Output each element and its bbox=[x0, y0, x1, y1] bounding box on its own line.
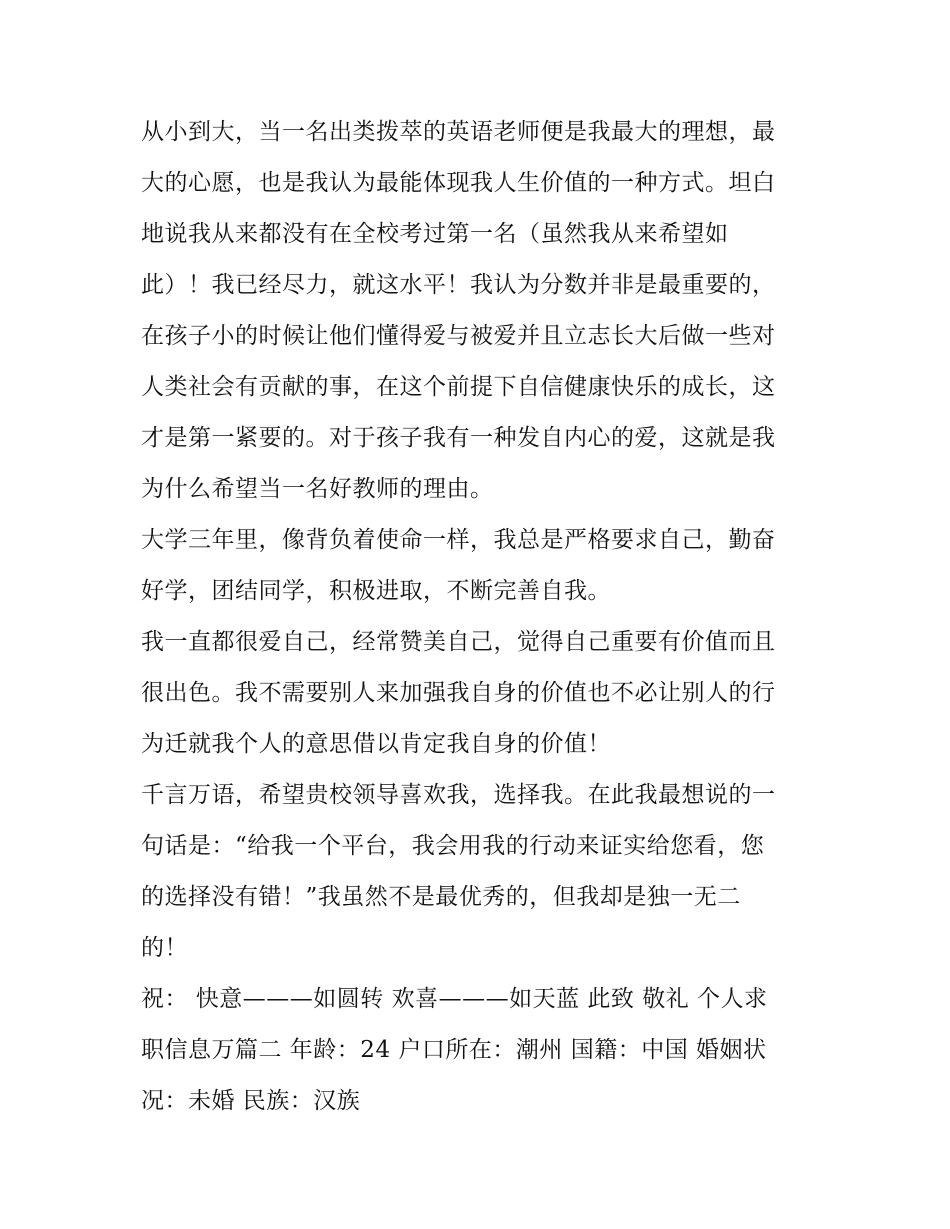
text-line: 的！ bbox=[141, 935, 188, 961]
text-line: 大学三年里，像背负着使命一样，我总是严格要求自己，勤奋 bbox=[141, 527, 776, 553]
text-line: 好学，团结同学，积极进取，不断完善自我。 bbox=[141, 578, 611, 604]
text-line: 此）！我已经尽力，就这水平！我认为分数并非是最重要的， bbox=[141, 272, 776, 298]
text-line: 的选择没有错！”我虽然不是最优秀的，但我却是独一无二 bbox=[141, 884, 741, 910]
text-line: 在孩子小的时候让他们懂得爱与被爱并且立志长大后做一些对 bbox=[141, 323, 776, 349]
text-line: 很出色。我不需要别人来加强我自身的价值也不必让别人的行 bbox=[141, 680, 776, 706]
text-line: 大的心愿，也是我认为最能体现我人生价值的一种方式。坦白 bbox=[141, 170, 776, 196]
text-line: 千言万语，希望贵校领导喜欢我，选择我。在此我最想说的一 bbox=[141, 782, 776, 808]
document-body bbox=[141, 107, 813, 1127]
text-line: 况：未婚 民族：汉族 bbox=[141, 1088, 361, 1114]
text-line: 句话是：“给我一个平台，我会用我的行动来证实给您看，您 bbox=[141, 833, 765, 859]
text-line: 为迁就我个人的意思借以肯定我自身的价值！ bbox=[141, 731, 611, 757]
text-line: 祝： 快意———如圆转 欢喜———如天蓝 此致 敬礼 个人求 bbox=[141, 986, 768, 1012]
text-line: 地说我从来都没有在全校考过第一名（虽然我从来希望如 bbox=[141, 221, 729, 247]
text-line: 人类社会有贡献的事，在这个前提下自信健康快乐的成长，这 bbox=[141, 374, 776, 400]
text-line: 职信息万篇二 年龄：24 户口所在：潮州 国籍：中国 婚姻状 bbox=[141, 1037, 767, 1063]
text-line: 才是第一紧要的。对于孩子我有一种发自内心的爱，这就是我 bbox=[141, 425, 776, 451]
text-line: 为什么希望当一名好教师的理由。 bbox=[141, 476, 494, 502]
text-line: 我一直都很爱自己，经常赞美自己，觉得自己重要有价值而且 bbox=[141, 629, 776, 655]
text-line: 从小到大，当一名出类拨萃的英语老师便是我最大的理想，最 bbox=[141, 119, 776, 145]
